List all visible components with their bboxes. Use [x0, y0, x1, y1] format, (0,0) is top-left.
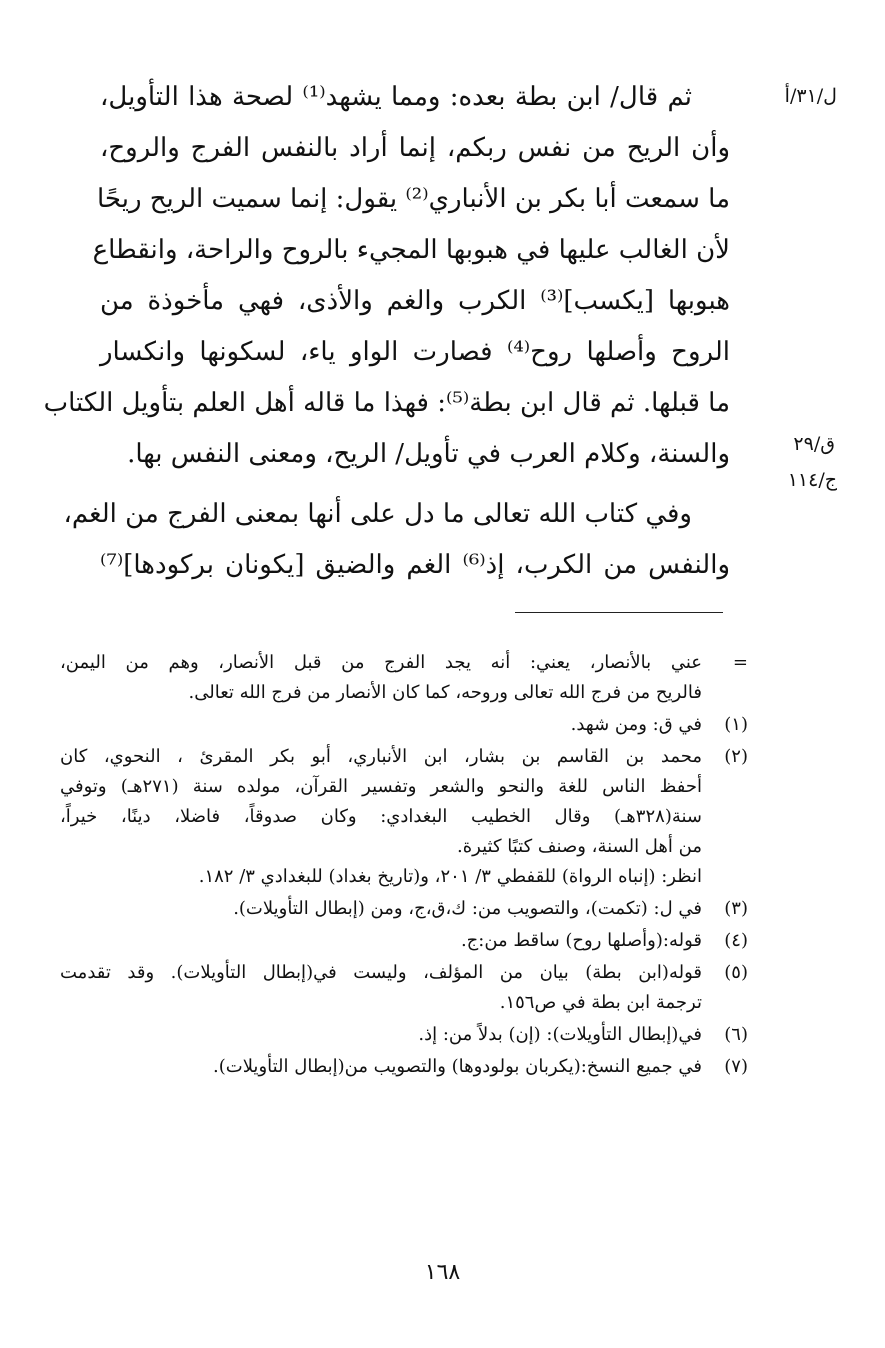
- main-text-line: والسنة، وكلام العرب في تأويل/ الريح، ومعنى النفس بها.: [127, 439, 730, 469]
- footnote-number: (٣): [724, 898, 748, 919]
- footnote-line: في(إبطال التأويلات): (إن) بدلاً من: إذ.: [418, 1024, 702, 1045]
- footnote-line: قوله:(وأصلها روح) ساقط من:ج.: [460, 930, 702, 951]
- margin-note-middle-2: ج/١١٤: [787, 469, 837, 491]
- footnote-line: فالريح من فرج الله تعالى وروحه، كما كان الأنصار من فرج الله تعالى.: [188, 682, 702, 703]
- main-text-line: والنفس من الكرب، إذ⁽⁶⁾ الغم والضيق [يكونان بركودها]⁽⁷⁾: [100, 550, 730, 580]
- footnote-line: عني بالأنصار، يعني: أنه يجد الفرج من قبل الأنصار، وهم من اليمن،: [60, 652, 702, 673]
- footnote-line: ترجمة ابن بطة في ص١٥٦.: [499, 992, 702, 1013]
- main-text-line: وأن الريح من نفس ربكم، إنما أراد بالنفس الفرج والروح،: [100, 133, 730, 163]
- footnote-number: (٧): [724, 1056, 748, 1077]
- footnote-line: محمد بن القاسم بن بشار، ابن الأنباري، أبو بكر المقرئ ، النحوي، كان: [60, 746, 702, 767]
- footnote-1: [60, 710, 750, 740]
- footnote-number: =: [732, 652, 748, 673]
- footnotes: [60, 648, 750, 1082]
- footnote-number: (١): [724, 714, 748, 735]
- footnote-line: في ق: ومن شهد.: [570, 714, 702, 735]
- footnote-number: (٥): [724, 962, 748, 983]
- main-text-line: هبوبها [يكسب]⁽³⁾ الكرب والغم والأذى، فهي مأخوذة من: [100, 286, 730, 316]
- page-number: ١٦٨: [424, 1260, 461, 1285]
- footnote-line: سنة(٣٢٨هـ) وقال الخطيب البغدادي: وكان صدوقاً، فاضلا، دينًا، خيراً،: [60, 806, 702, 827]
- main-text-block: [43, 72, 730, 591]
- footnote-line: انظر: (إنباه الرواة) للقفطي ٣/ ٢٠١، و(تاريخ بغداد) للبغدادي ٣/ ١٨٢.: [198, 866, 702, 887]
- footnote-line: قوله(ابن بطة) بيان من المؤلف، وليست في(إبطال التأويلات). وقد تقدمت: [60, 962, 702, 983]
- footnote-continuation: [60, 648, 750, 708]
- main-text-line: الروح وأصلها روح⁽⁴⁾ فصارت الواو ياء، لسكونها وانكسار: [100, 337, 730, 367]
- footnote-3: [60, 894, 750, 924]
- footnote-4: [60, 926, 750, 956]
- footnote-number: (٤): [724, 930, 748, 951]
- margin-note-top: ل/٣١/أ: [784, 85, 837, 107]
- main-text-line: ما قبلها. ثم قال ابن بطة⁽⁵⁾: فهذا ما قاله أهل العلم بتأويل الكتاب: [43, 388, 730, 418]
- footnote-line: في ل: (تكمت)، والتصويب من: ك،ق،ج، ومن (إبطال التأويلات).: [233, 898, 702, 919]
- footnote-7: [60, 1052, 750, 1082]
- footnote-line: من أهل السنة، وصنف كتبًا كثيرة.: [457, 836, 702, 857]
- footnote-number: (٢): [724, 746, 748, 767]
- footnote-2: [60, 742, 750, 892]
- footnote-6: [60, 1020, 750, 1050]
- main-text-line: ثم قال/ ابن بطة بعده: ومما يشهد⁽¹⁾ لصحة هذا التأويل،: [100, 82, 692, 112]
- footnote-line: أحفظ الناس للغة والنحو والشعر وتفسير القرآن، مولده سنة (٢٧١هـ) وتوفي: [60, 776, 702, 797]
- footnote-line: في جميع النسخ:(يكربان بولودوها) والتصويب من(إبطال التأويلات).: [213, 1056, 702, 1077]
- margin-note-middle-1: ق/٢٩: [793, 433, 835, 455]
- main-text-line: وفي كتاب الله تعالى ما دل على أنها بمعنى الفرج من الغم،: [63, 499, 692, 529]
- main-text-line: لأن الغالب عليها في هبوبها المجيء بالروح والراحة، وانقطاع: [92, 235, 730, 265]
- footnote-number: (٦): [724, 1024, 748, 1045]
- footnote-divider: [515, 612, 723, 613]
- footnote-5: [60, 958, 750, 1018]
- main-text-line: ما سمعت أبا بكر بن الأنباري⁽²⁾ يقول: إنما سميت الريح ريحًا: [97, 184, 730, 214]
